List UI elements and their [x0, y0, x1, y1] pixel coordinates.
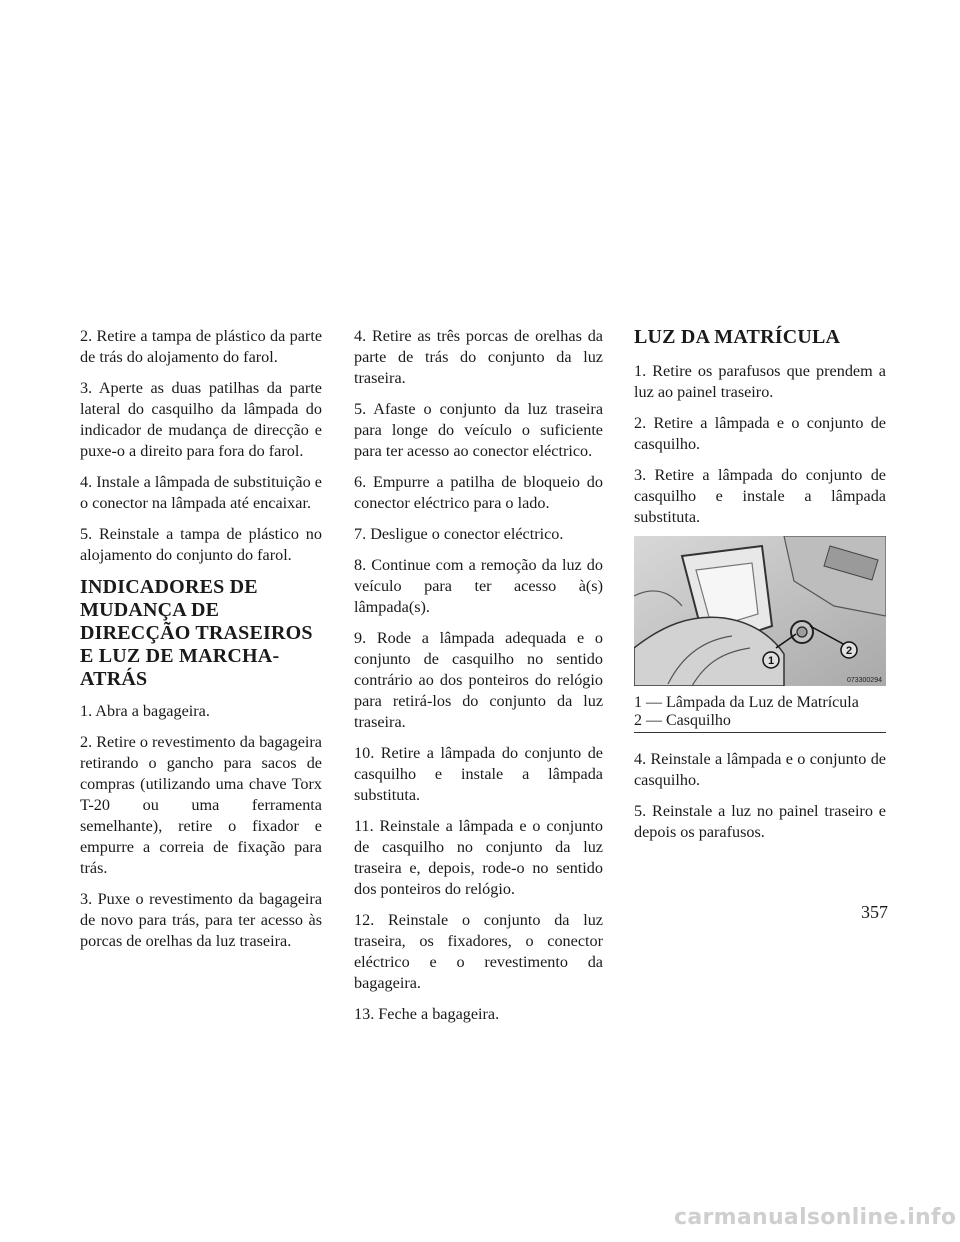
step-paragraph: 12. Reinstale o conjunto da luz traseira, os fixadores, o conector eléctrico e o revestimento da bagageira.	[354, 911, 603, 992]
caption-rule	[634, 732, 886, 733]
column-2	[354, 326, 603, 1035]
license-lamp-figure	[634, 536, 886, 686]
step-paragraph: 10. Retire a lâmpada do conjunto de casquilho e instale a lâmpada substituta.	[354, 744, 603, 804]
step-paragraph: 7. Desligue o conector eléctrico.	[354, 525, 564, 543]
section-heading-license-plate: LUZ DA MATRÍCULA	[634, 326, 841, 348]
callout-label-2: 2	[845, 645, 853, 657]
step-paragraph: 5. Reinstale a tampa de plástico no alojamento do conjunto do farol.	[80, 525, 322, 564]
step-paragraph: 11. Reinstale a lâmpada e o conjunto de casquilho no conjunto da luz traseira e, depois, rode-o no sentido dos ponteiros do relógio.	[354, 817, 603, 898]
figure-code: 073300294	[846, 677, 882, 684]
column-1	[80, 326, 322, 962]
step-paragraph: 5. Afaste o conjunto da luz traseira para longe do veículo o suficiente para ter acesso ao conector eléctrico.	[354, 400, 603, 460]
step-paragraph: 4. Reinstale a lâmpada e o conjunto de casquilho.	[634, 750, 886, 789]
step-paragraph: 8. Continue com a remoção da luz do veículo para ter acesso à(s) lâmpada(s).	[354, 556, 603, 616]
bulb-shape	[797, 627, 807, 637]
step-paragraph: 9. Rode a lâmpada adequada e o conjunto de casquilho no sentido contrário ao dos ponteiros do relógio para retirá-los do conjunto da luz traseira.	[354, 629, 603, 731]
step-paragraph: 3. Aperte as duas patilhas da parte lateral do casquilho da lâmpada do indicador de mudança de direcção e puxe-o a direito para fora do farol.	[80, 379, 322, 460]
section-heading-turn-signals: INDICADORES DE MUDANÇA DE DIRECÇÃO TRASEIROS E LUZ DE MARCHA-ATRÁS	[80, 576, 313, 690]
step-paragraph: 3. Retire a lâmpada do conjunto de casquilho e instale a lâmpada substituta.	[634, 466, 886, 526]
step-paragraph: 5. Reinstale a luz no painel traseiro e depois os parafusos.	[634, 802, 886, 841]
step-paragraph: 4. Instale a lâmpada de substituição e o conector na lâmpada até encaixar.	[80, 473, 322, 512]
callout-label-1: 1	[767, 655, 775, 667]
step-paragraph: 6. Empurre a patilha de bloqueio do conector eléctrico para o lado.	[354, 473, 603, 512]
watermark-text: carmanualsonline.info	[674, 1205, 954, 1233]
step-paragraph: 2. Retire a tampa de plástico da parte de trás do alojamento do farol.	[80, 327, 322, 366]
step-paragraph: 3. Puxe o revestimento da bagageira de novo para trás, para ter acesso às porcas de orelhas da luz traseira.	[80, 890, 322, 950]
step-paragraph: 13. Feche a bagageira.	[354, 1005, 500, 1023]
column-3	[634, 326, 886, 853]
step-paragraph: 2. Retire o revestimento da bagageira retirando o gancho para sacos de compras (utilizando uma chave Torx T-20 ou uma ferramenta semelhante), retire o fixador e empurre a correia de fixação para trás.	[80, 733, 322, 877]
step-paragraph: 1. Abra a bagageira.	[80, 702, 210, 720]
step-paragraph: 4. Retire as três porcas de orelhas da parte de trás do conjunto da luz traseira.	[354, 327, 603, 387]
caption-line: 2 — Casquilho	[634, 712, 731, 729]
license-lamp-illustration	[634, 536, 886, 686]
step-paragraph: 2. Retire a lâmpada e o conjunto de casquilho.	[634, 414, 886, 453]
page-number: 357	[861, 902, 888, 922]
caption-line: 1 — Lâmpada da Luz de Matrícula	[634, 694, 859, 711]
step-paragraph: 1. Retire os parafusos que prendem a luz ao painel traseiro.	[634, 362, 886, 401]
